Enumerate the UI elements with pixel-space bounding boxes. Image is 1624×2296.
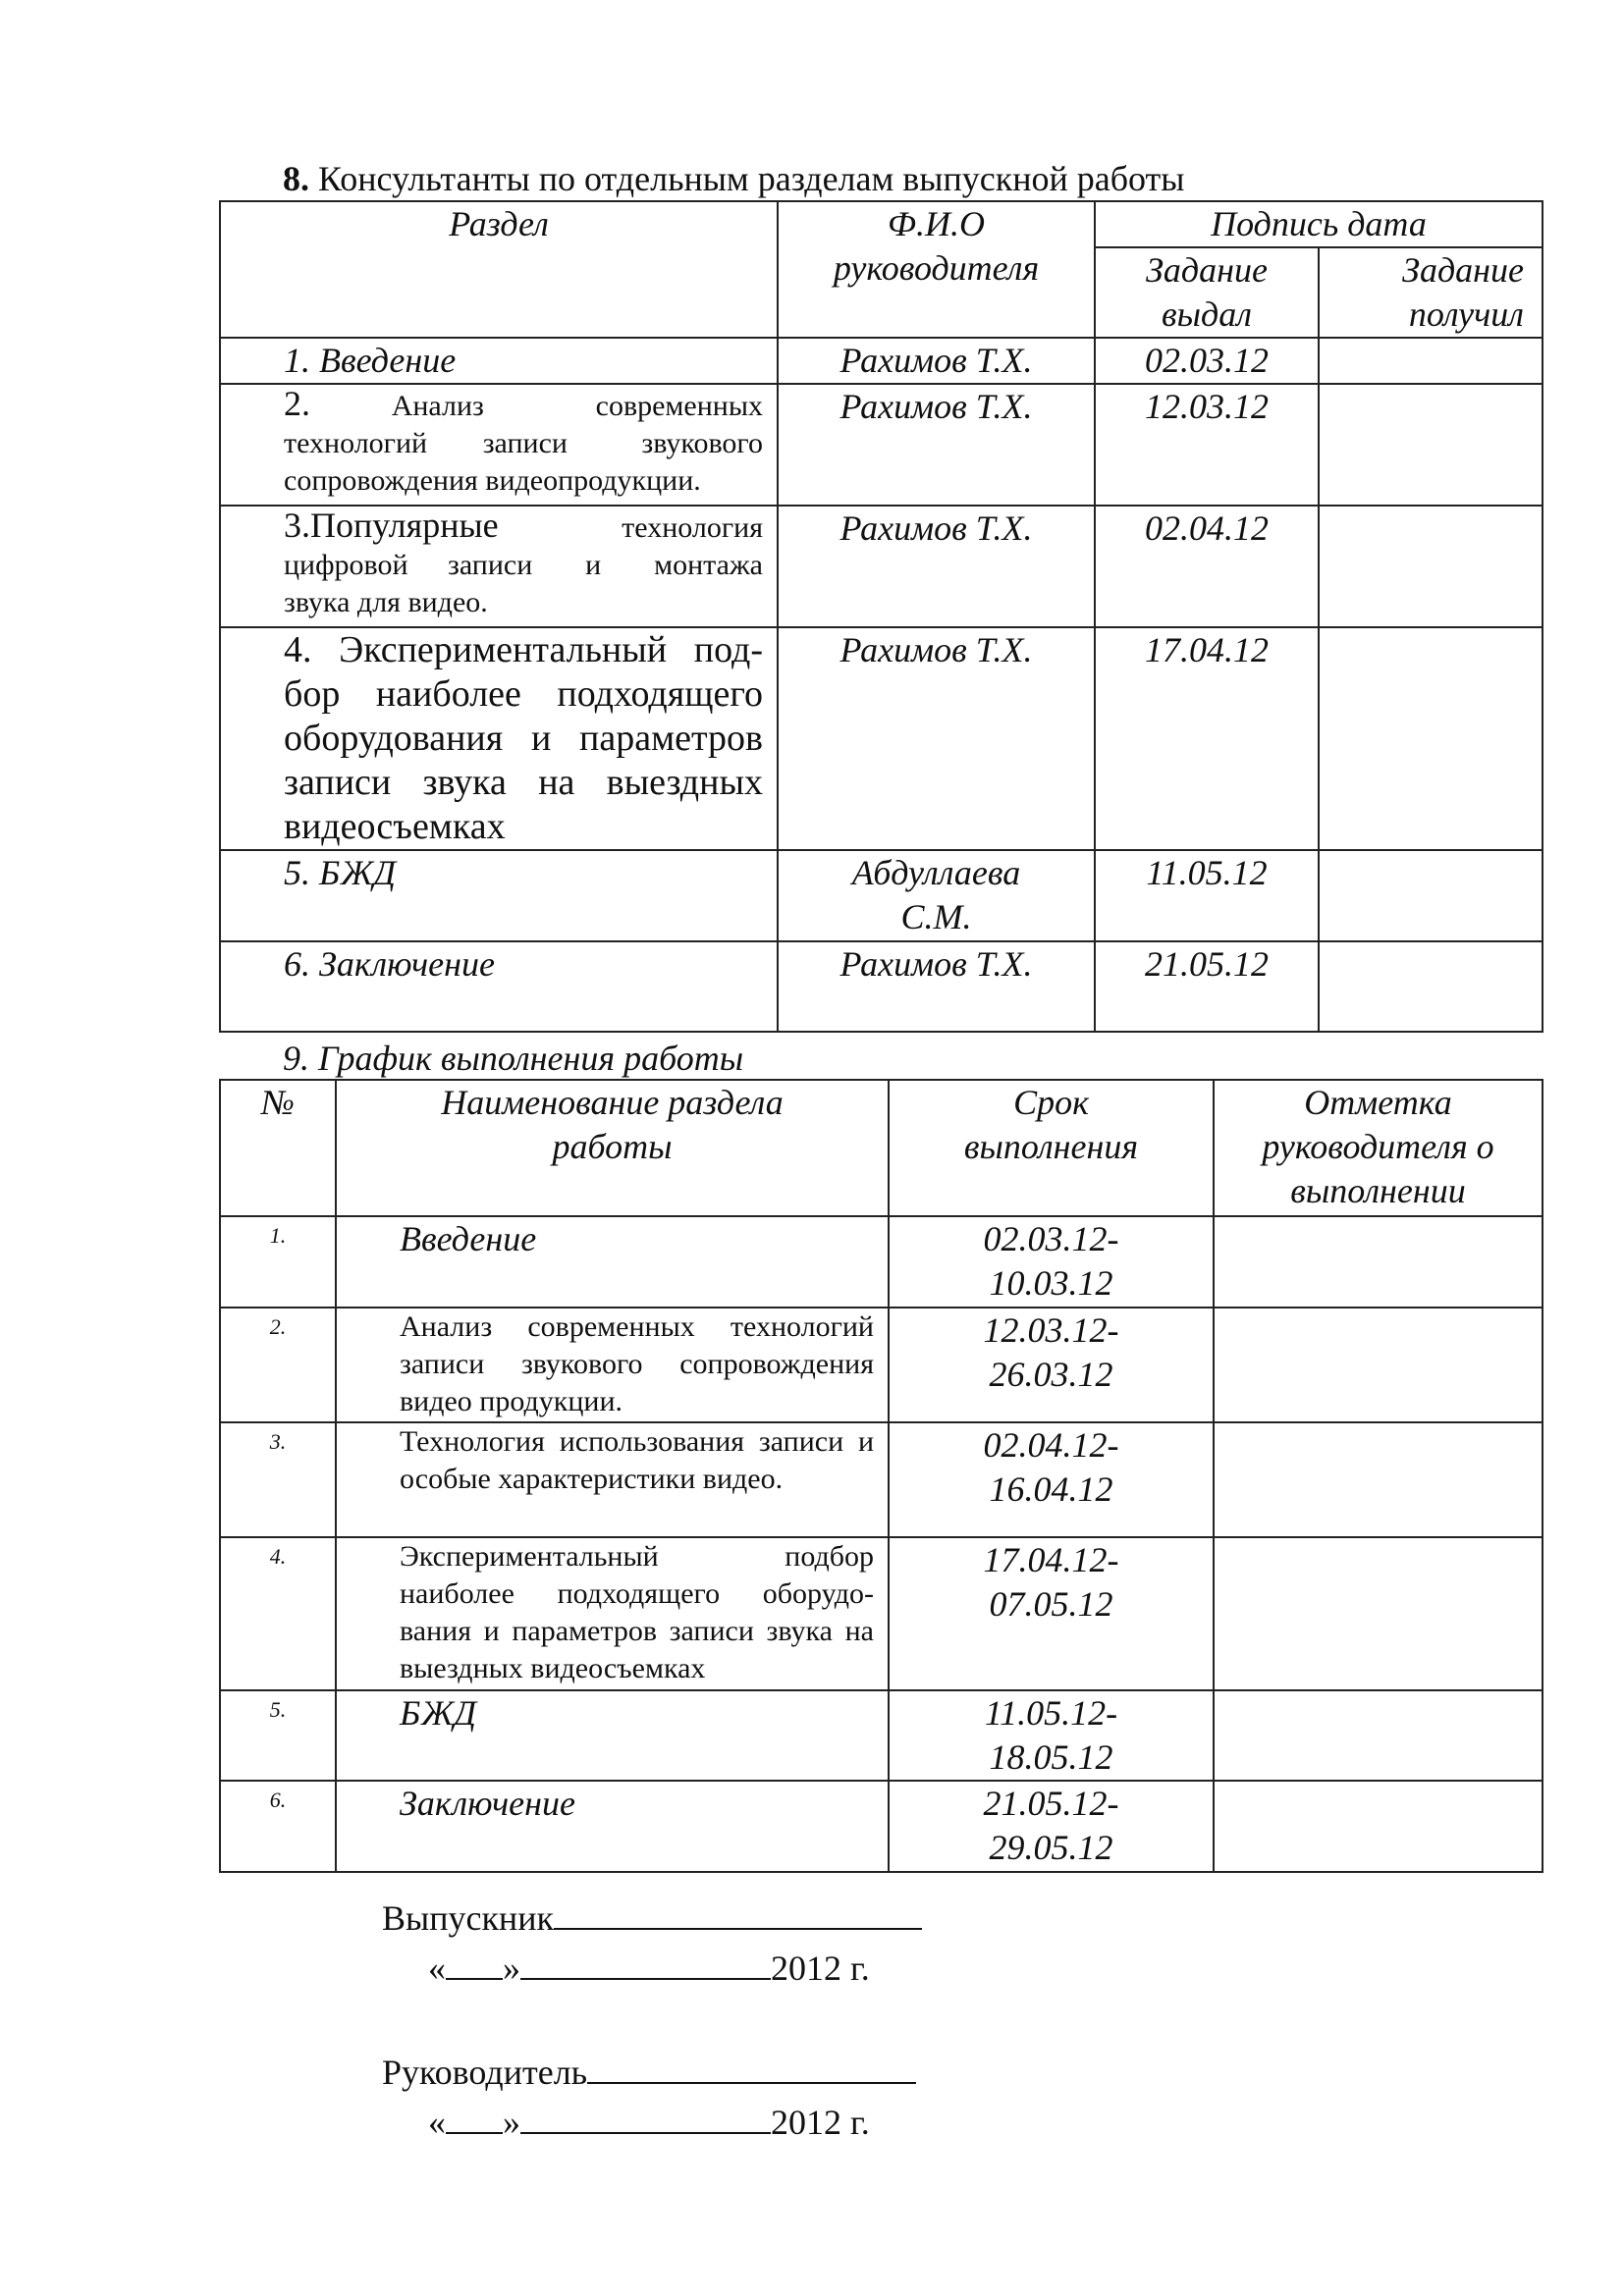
header-deadline: Срок выполнения: [889, 1080, 1214, 1216]
row-person: Рахимов Т.Х.: [778, 384, 1095, 506]
table-row: [220, 1422, 1543, 1537]
table-row: [220, 338, 1543, 384]
year-text: 2012 г.: [771, 1949, 870, 1988]
section-8-title: Консультанты по отдельным разделам выпускной работы: [318, 159, 1185, 198]
header-name: Наименование раздела работы: [336, 1080, 889, 1216]
row-number: 4.: [220, 1537, 336, 1690]
row-number: 3.: [220, 1422, 336, 1537]
consultants-table: [219, 200, 1543, 1033]
header-received: Задание получил: [1319, 247, 1543, 338]
header-section: Раздел: [220, 201, 778, 338]
section-9-caption: 9. График выполнения работы: [283, 1039, 744, 1078]
row-section: 5. БЖД: [220, 850, 778, 941]
schedule-header-row: [220, 1080, 1543, 1216]
row-section: 3.Популярные технология цифровой записи и монтажа звука для видео.: [220, 506, 778, 627]
row-received: [1319, 627, 1543, 850]
graduate-signature-line: [382, 1898, 922, 1938]
graduate-signature-blank[interactable]: [554, 1898, 922, 1930]
row-person: Рахимов Т.Х.: [778, 941, 1095, 1032]
schedule-table: [219, 1079, 1543, 1873]
table-row: [220, 1216, 1543, 1308]
month-blank[interactable]: [520, 2103, 771, 2134]
row-received: [1319, 338, 1543, 384]
row-person: Рахимов Т.Х.: [778, 506, 1095, 627]
row-mark: [1214, 1537, 1543, 1690]
header-fio: Ф.И.О руководителя: [778, 201, 1095, 338]
row-number: 6.: [220, 1781, 336, 1872]
graduate-label: Выпускник: [382, 1898, 554, 1938]
row-received: [1319, 384, 1543, 506]
supervisor-label: Руководитель: [382, 2053, 588, 2092]
table-row: [220, 1308, 1543, 1422]
row-date: 21.05.12: [1095, 941, 1319, 1032]
date-open-quote: «: [428, 2103, 446, 2142]
row-date: 02.03.12: [1095, 338, 1319, 384]
row-mark: [1214, 1216, 1543, 1308]
section-8-caption: [283, 159, 1184, 198]
row-name: БЖД: [336, 1690, 889, 1781]
row-name: Заключение: [336, 1781, 889, 1872]
supervisor-date-line: [428, 2103, 870, 2142]
year-text: 2012 г.: [771, 2103, 870, 2142]
row-section: 4. Экспериментальный под-бор наиболее подходящего оборудования и параметров записи звука на выездных видеосъемках: [220, 627, 778, 850]
row-mark: [1214, 1690, 1543, 1781]
table-row: [220, 1781, 1543, 1872]
supervisor-signature-line: [382, 2053, 916, 2092]
header-mark: Отметка руководителя о выполнении: [1214, 1080, 1543, 1216]
row-received: [1319, 941, 1543, 1032]
row-section: 2. Анализ современных технологий записи звукового сопровождения видеопродукции.: [220, 384, 778, 506]
table-row: [220, 384, 1543, 506]
table-row: [220, 627, 1543, 850]
row-received: [1319, 850, 1543, 941]
row-mark: [1214, 1781, 1543, 1872]
row-person: Рахимов Т.Х.: [778, 627, 1095, 850]
table-row: [220, 941, 1543, 1032]
row-number: 5.: [220, 1690, 336, 1781]
consultants-header-row: [220, 201, 1543, 247]
row-number: 1.: [220, 1216, 336, 1308]
row-name: Анализ современных технологий записи звукового сопровождения видео продукции.: [336, 1308, 889, 1422]
row-date: 11.05.12: [1095, 850, 1319, 941]
row-mark: [1214, 1422, 1543, 1537]
row-deadline: 17.04.12-07.05.12: [889, 1537, 1214, 1690]
row-person: Абдуллаева С.М.: [778, 850, 1095, 941]
day-blank[interactable]: [446, 1949, 503, 1980]
row-deadline: 12.03.12-26.03.12: [889, 1308, 1214, 1422]
row-section: 6. Заключение: [220, 941, 778, 1032]
row-date: 12.03.12: [1095, 384, 1319, 506]
header-signature-date: Подпись дата: [1095, 201, 1543, 247]
date-close-quote: »: [503, 2103, 520, 2142]
row-deadline: 02.03.12-10.03.12: [889, 1216, 1214, 1308]
row-name: Введение: [336, 1216, 889, 1308]
date-close-quote: »: [503, 1949, 520, 1988]
row-date: 02.04.12: [1095, 506, 1319, 627]
row-section: 1. Введение: [220, 338, 778, 384]
day-blank[interactable]: [446, 2103, 503, 2134]
table-row: [220, 506, 1543, 627]
supervisor-signature-blank[interactable]: [587, 2053, 916, 2084]
table-row: [220, 1537, 1543, 1690]
row-name: Технология использования записи и особые характеристики видео.: [336, 1422, 889, 1537]
row-person: Рахимов Т.Х.: [778, 338, 1095, 384]
row-deadline: 11.05.12-18.05.12: [889, 1690, 1214, 1781]
table-row: [220, 850, 1543, 941]
section-8-number: 8.: [283, 159, 309, 198]
row-mark: [1214, 1308, 1543, 1422]
row-deadline: 02.04.12-16.04.12: [889, 1422, 1214, 1537]
header-issued: Задание выдал: [1095, 247, 1319, 338]
header-no: №: [220, 1080, 336, 1216]
table-row: [220, 1690, 1543, 1781]
row-deadline: 21.05.12-29.05.12: [889, 1781, 1214, 1872]
row-name: Экспериментальный подбор наиболее подходящего оборудо-вания и параметров записи звука на выездных видеосъемках: [336, 1537, 889, 1690]
date-open-quote: «: [428, 1949, 446, 1988]
row-received: [1319, 506, 1543, 627]
graduate-date-line: [428, 1949, 870, 1988]
row-date: 17.04.12: [1095, 627, 1319, 850]
row-number: 2.: [220, 1308, 336, 1422]
month-blank[interactable]: [520, 1949, 771, 1980]
